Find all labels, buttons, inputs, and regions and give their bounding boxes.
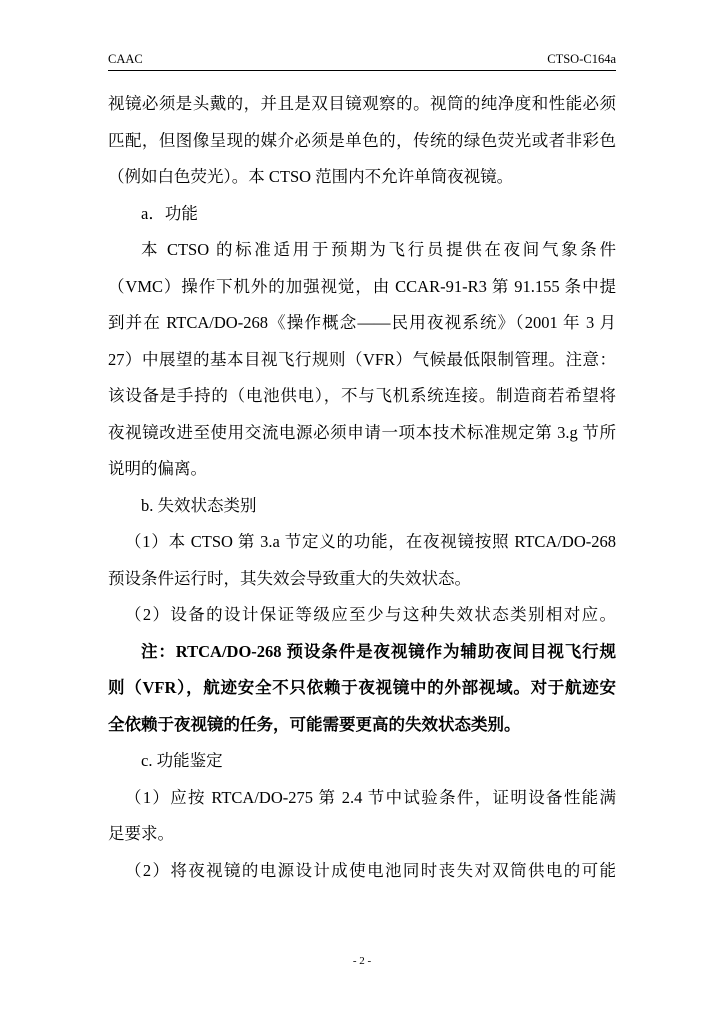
body-line: （例如白色荧光）。本 CTSO 范围内不允许单筒夜视镜。	[108, 167, 514, 186]
body-line: 该设备是手持的（电池供电），不与飞机系统连接。制造商若希望将	[108, 386, 616, 405]
note-line: 则（VFR），航迹安全不只依赖于夜视镜中的外部视域。对于航迹安	[108, 678, 616, 697]
header-org: CAAC	[108, 52, 143, 66]
note-line: 全依赖于夜视镜的任务，可能需要更高的失效状态类别。	[108, 714, 521, 734]
body-line: （1）应按 RTCA/DO-275 第 2.4 节中试验条件，证明设备性能满	[125, 787, 616, 807]
body-line: 说明的偏离。	[108, 459, 207, 478]
section-heading-b: b. 失效状态类别	[141, 495, 257, 515]
body-line: 足要求。	[108, 824, 174, 843]
body-line: 27）中展望的基本目视飞行规则（VFR）气候最低限制管理。注意：	[108, 349, 616, 369]
section-heading-c: c. 功能鉴定	[141, 751, 223, 770]
body-line: 预设条件运行时，其失效会导致重大的失效状态。	[108, 568, 471, 588]
page-number: - 2 -	[352, 955, 372, 967]
body-line: 视镜必须是头戴的，并且是双目镜观察的。视筒的纯净度和性能必须	[108, 94, 616, 113]
body-line: 本 CTSO 的标准适用于预期为飞行员提供在夜间气象条件	[141, 240, 616, 259]
page-header	[108, 52, 616, 68]
body-line: 到并在 RTCA/DO-268《操作概念——民用夜视系统》（2001 年 3 月	[108, 313, 616, 332]
section-heading-a: a．功能	[141, 203, 198, 223]
note-line: 注：RTCA/DO-268 预设条件是夜视镜作为辅助夜间目视飞行规	[141, 641, 616, 661]
body-line: （2）设备的设计保证等级应至少与这种失效状态类别相对应。	[125, 605, 616, 624]
body-line: （1）本 CTSO 第 3.a 节定义的功能，在夜视镜按照 RTCA/DO-268	[125, 532, 616, 551]
body-line: 匹配，但图像呈现的媒介必须是单色的，传统的绿色荧光或者非彩色	[108, 130, 616, 150]
header-doc-id: CTSO-C164a	[547, 52, 616, 66]
body-line: 夜视镜改进至使用交流电源必须申请一项本技术标准规定第 3.g 节所	[108, 422, 616, 442]
document-body	[108, 86, 616, 889]
header-rule	[108, 70, 616, 71]
body-line: （2）将夜视镜的电源设计成使电池同时丧失对双筒供电的可能	[125, 860, 616, 880]
body-line: （VMC）操作下机外的加强视觉，由 CCAR-91-R3 第 91.155 条中提	[108, 276, 616, 296]
